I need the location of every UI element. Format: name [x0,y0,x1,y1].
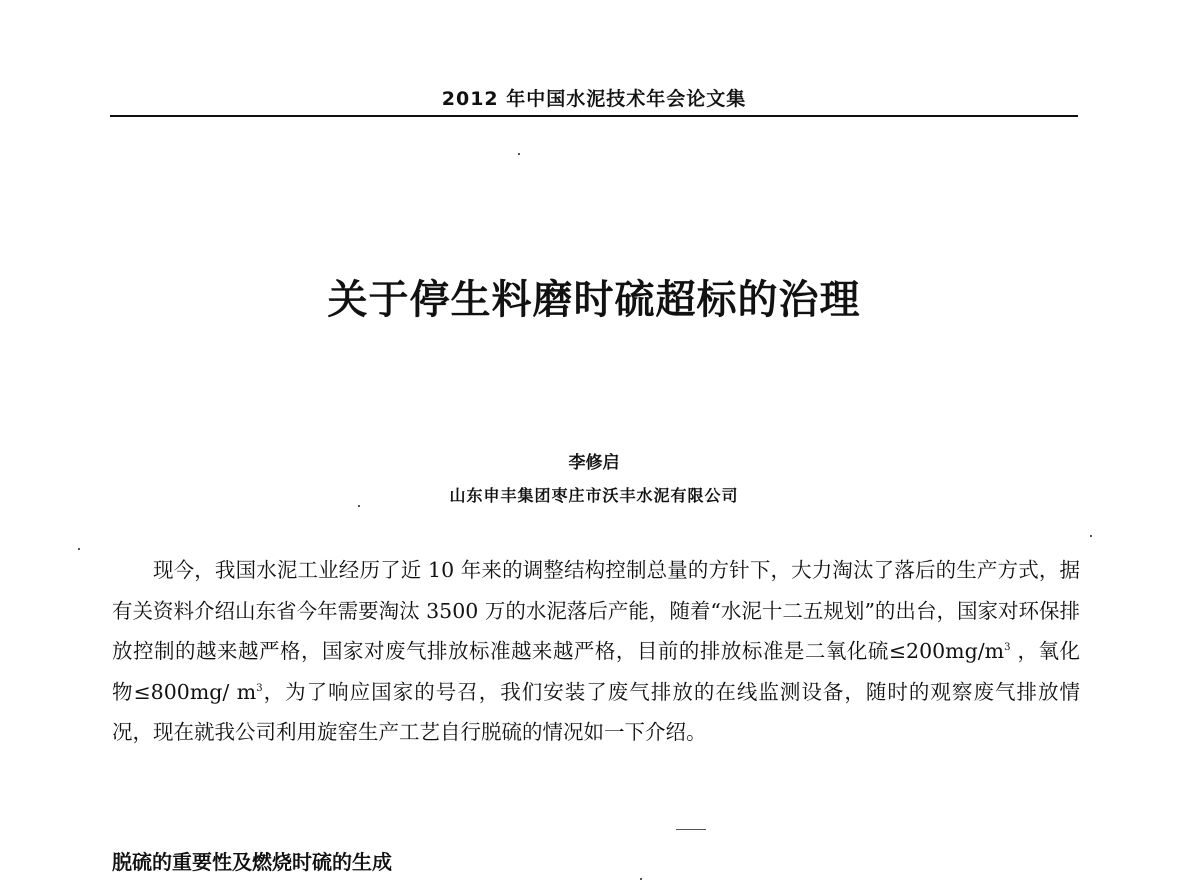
header-rule [110,115,1078,117]
scan-speck [358,505,360,507]
intro-paragraph [112,550,1080,753]
intro-text-part-3: ，为了响应国家的号召，我们安装了废气排放的在线监测设备，随时的观察废气排放情况，现在就我公司利用旋窑生产工艺自行脱硫的情况如一下介绍。 [112,679,1080,745]
scan-speck [640,878,642,880]
superscript-cubic-2: 3 [256,682,263,694]
superscript-cubic-1: 3 [1004,642,1011,654]
running-header: 2012 年中国水泥技术年会论文集 [441,88,747,110]
author-name: 李修启 [568,453,620,473]
article-title: 关于停生料磨时硫超标的治理 [327,277,861,323]
scan-speck [676,829,706,830]
cut-off-text-line [112,886,1080,892]
scan-speck [78,548,80,550]
intro-text-part-2: ，氧化物≤800mg/ m [112,639,1080,704]
intro-text-part-1: 现今，我国水泥工业经历了近 10 年来的调整结构控制总量的方针下，大力淘汰了落后的生产方式，据有关资料介绍山东省今年需要淘汰 3500 万的水泥落后产能，随着“水泥十二五规划”的出台，国家对环保排放控制的越来越严格，国家对废气排放标准越来越严格，目前的排放标准是二氧化硫≤200mg/m [112,558,1080,664]
author-affiliation: 山东申丰集团枣庄市沃丰水泥有限公司 [449,486,739,505]
section-heading: 脱硫的重要性及燃烧时硫的生成 [112,850,392,874]
scan-speck [518,153,520,155]
scan-speck [1090,535,1092,537]
